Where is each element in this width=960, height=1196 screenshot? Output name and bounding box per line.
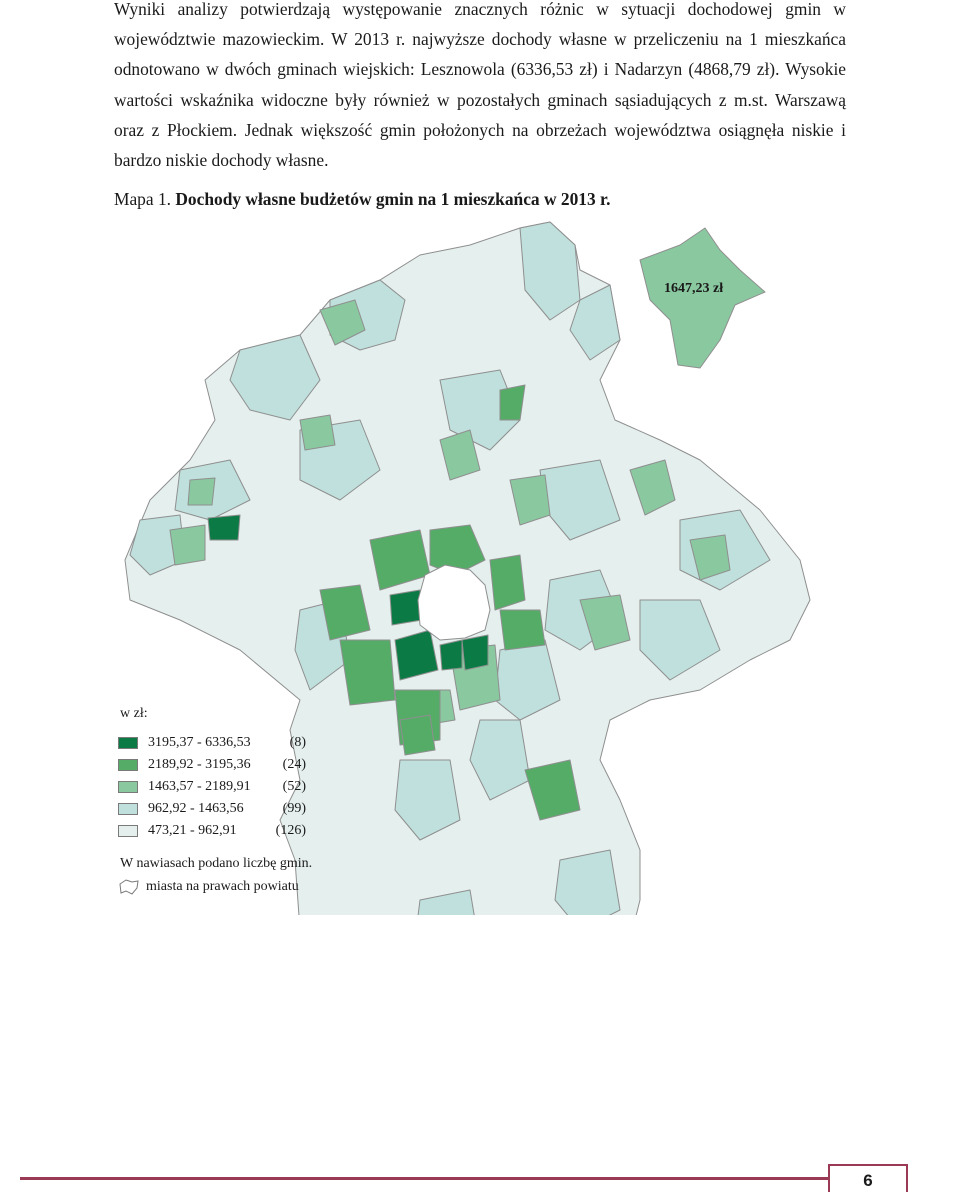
legend-range: 962,92 - 1463,56 [148,801,244,816]
legend-count: (99) [282,801,306,816]
district-region [300,415,335,450]
footer-rule [20,1177,828,1180]
legend-swatch [118,759,138,771]
district-region [440,640,462,670]
legend-swatch [118,803,138,815]
district-region [490,555,525,610]
map-caption-prefix: Mapa 1. [114,189,171,209]
district-region [170,525,205,565]
district-region [500,610,545,650]
district-region [208,515,240,540]
legend-row [118,820,358,842]
body-paragraph: Wyniki analizy potwierdzają występowanie znacznych różnic w sytuacji dochodowej gmin w województwie mazowieckim. W 2013 r. najwyższe dochody własne w przeliczeniu na 1 mieszkańca odnotowano w dwóch gminach wiejskich: Lesznowola (6336,53 zł) i Nadarzyn (4868,79 zł). Wysokie wartości wskaźnika widoczne były również w pozostałych gminach sąsiadujących z m.st. Warszawą oraz z Płockiem. Jednak większość gmin położonych na obrzeżach województwa osiągnęła niskie i bardzo niskie dochody własne. [114,0,846,171]
district-region [555,850,620,915]
legend-swatch [118,825,138,837]
legend-row [118,754,358,776]
callout-region [640,228,765,368]
district-region [500,385,525,420]
legend-count: (52) [282,779,306,794]
legend-count: (8) [289,735,306,750]
legend-count: (24) [282,757,306,772]
legend-range: 2189,92 - 3195,36 [148,757,251,772]
district-region [188,478,215,505]
district-region [390,590,422,625]
legend-swatch [118,737,138,749]
legend-unit: w zł: [120,706,148,721]
map-caption-title: Dochody własne budżetów gmin na 1 mieszkańca w 2013 r. [175,189,611,209]
legend-swatch [118,781,138,793]
legend-range: 1463,57 - 2189,91 [148,779,251,794]
legend-row [118,798,358,820]
legend-city-label: miasta na prawach powiatu [146,879,299,894]
callout-label: 1647,23 zł [664,281,724,296]
district-region [340,640,395,705]
legend-range: 473,21 - 962,91 [148,823,237,838]
legend-note: W nawiasach podano liczbę gmin. [120,856,313,871]
district-region [400,715,435,755]
legend-range: 3195,37 - 6336,53 [148,735,251,750]
legend-row [118,732,358,754]
page-number: 6 [828,1164,908,1192]
legend-count: (126) [275,823,306,838]
city-outline-icon [118,878,140,896]
district-region [462,635,488,670]
legend-row [118,776,358,798]
map-legend [118,706,358,896]
legend-city-row [118,878,358,896]
map-caption [114,189,610,210]
